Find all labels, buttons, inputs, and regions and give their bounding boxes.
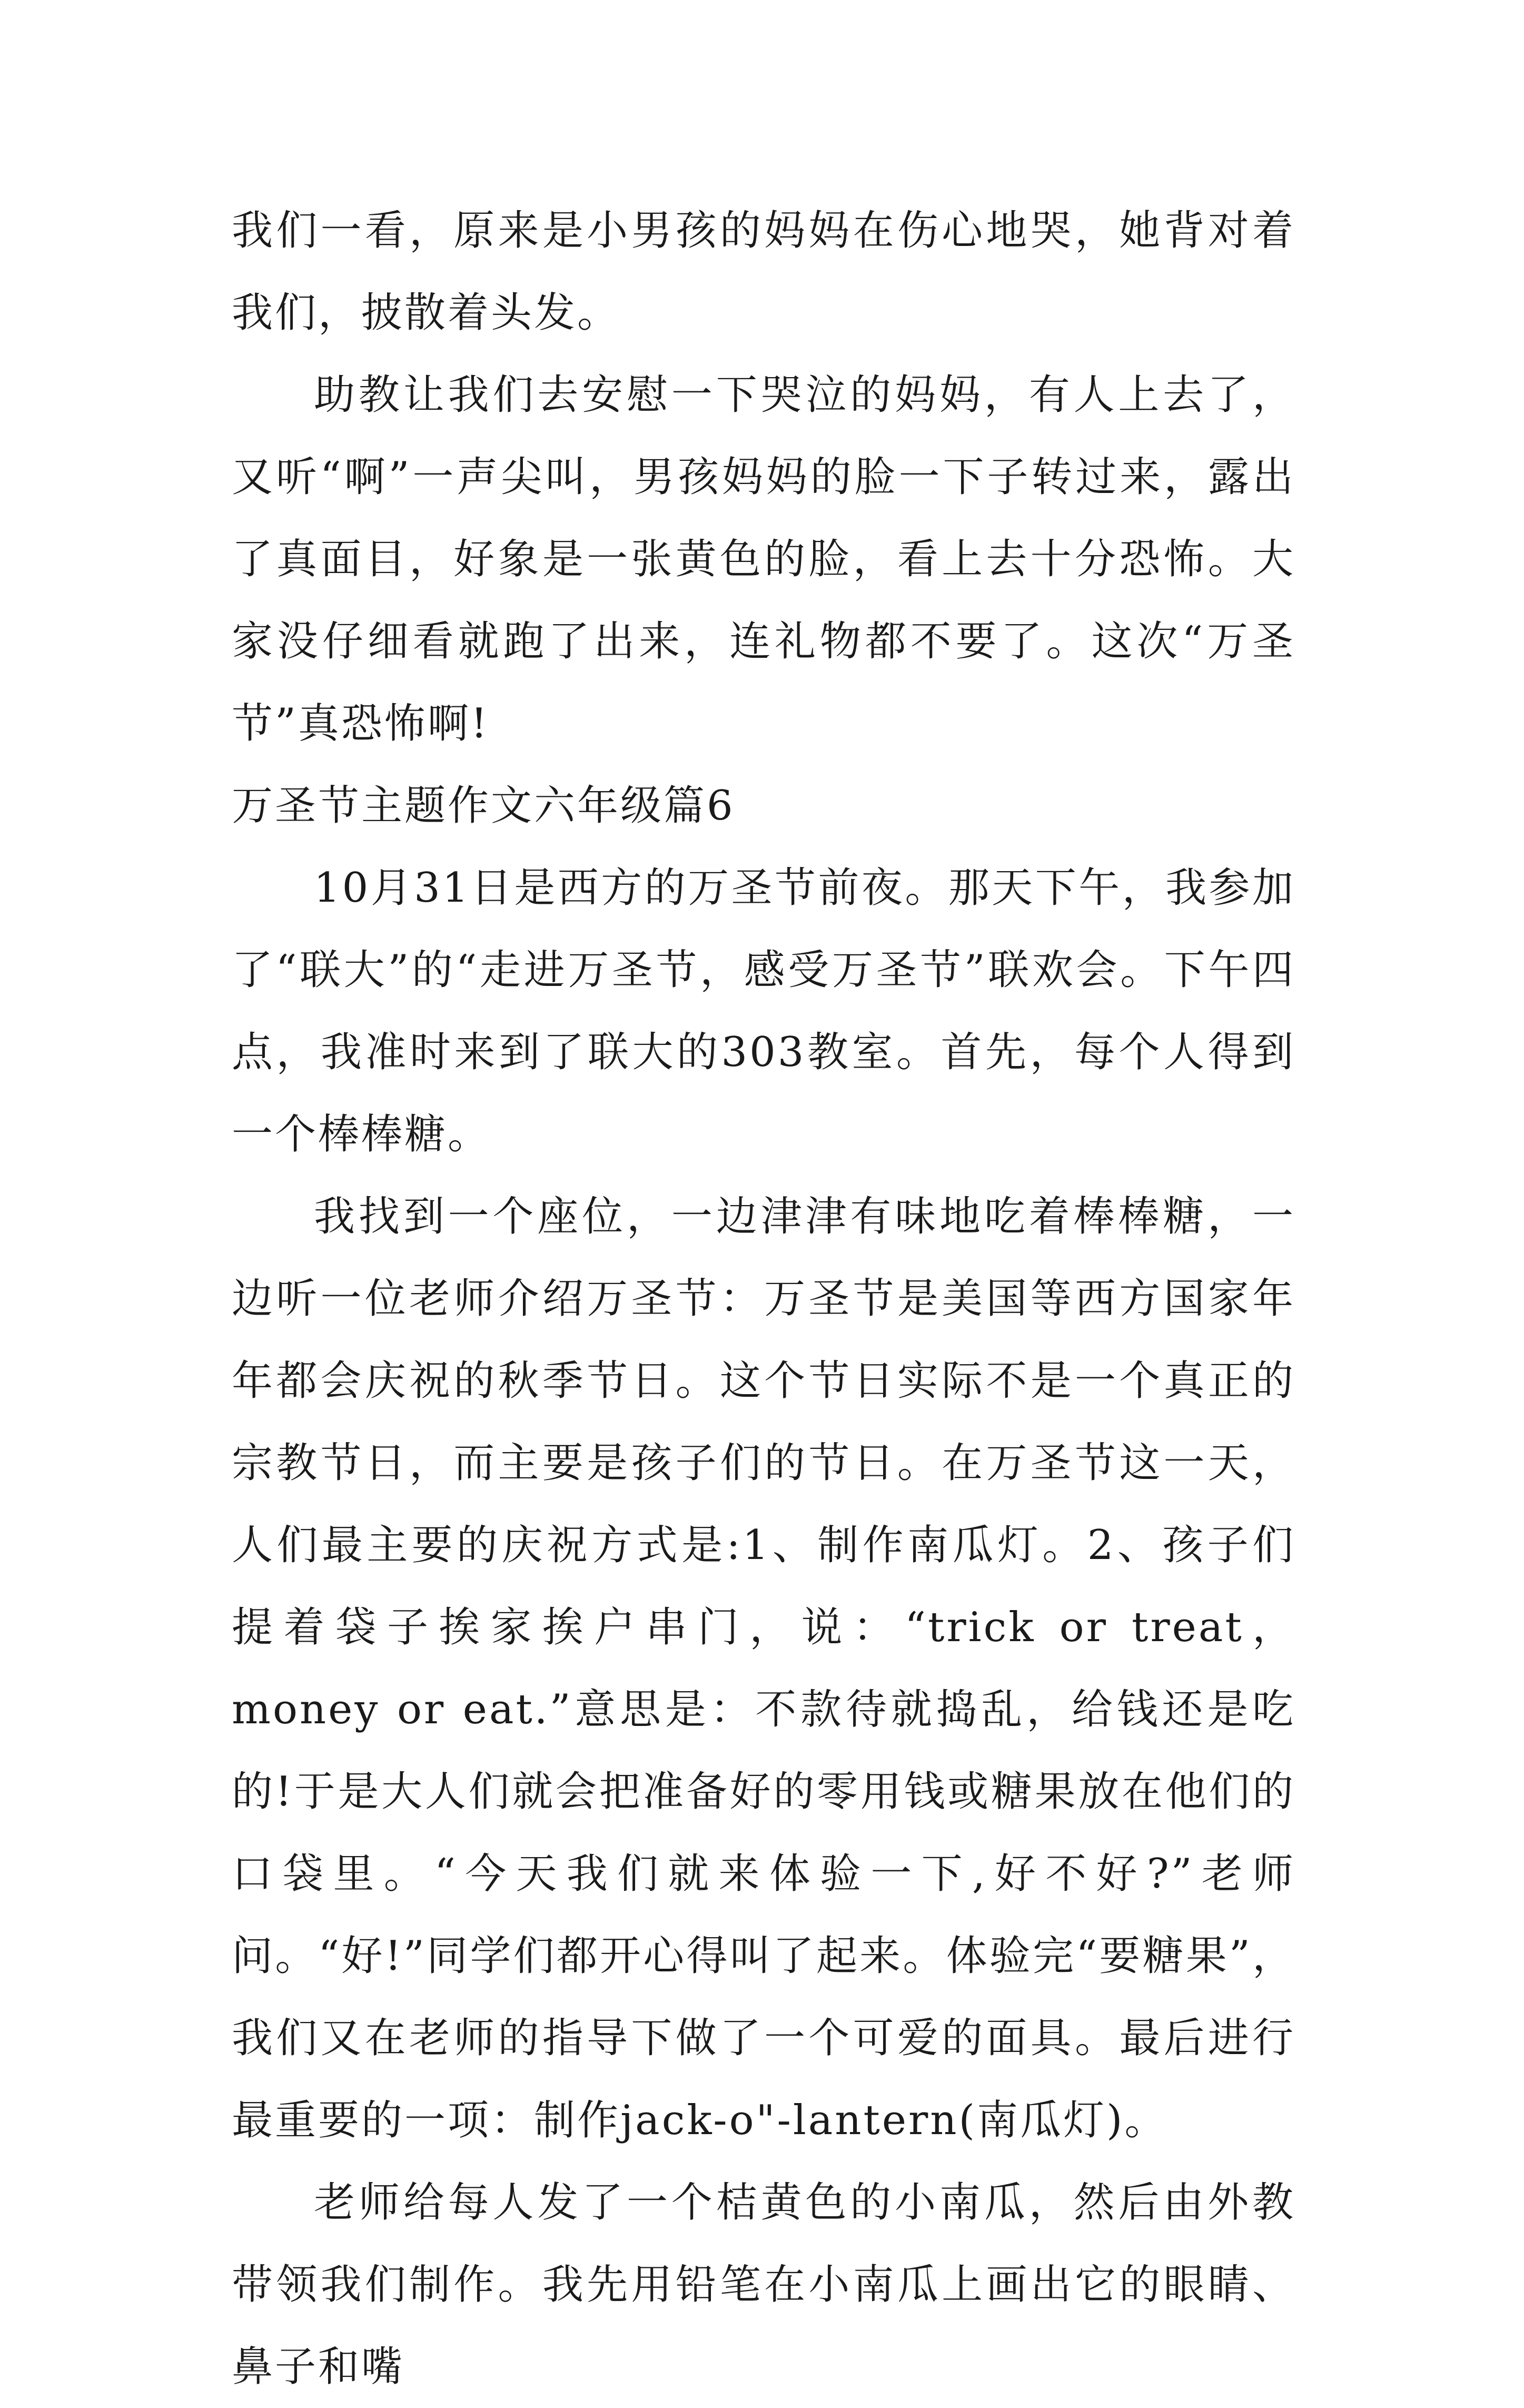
document-body bbox=[232, 190, 1295, 2408]
paragraph: 10月31日是西方的万圣节前夜。那天下午，我参加了“联大”的“走进万圣节，感受万圣节”联欢会。下午四点，我准时来到了联大的303教室。首先，每个人得到一个棒棒糖。 bbox=[232, 864, 1295, 1158]
paragraph: 老师给每人发了一个桔黄色的小南瓜，然后由外教带领我们制作。我先用铅笔在小南瓜上画出它的眼睛、鼻子和嘴 bbox=[232, 2179, 1295, 2391]
paragraph: 助教让我们去安慰一下哭泣的妈妈，有人上去了，又听“啊”一声尖叫，男孩妈妈的脸一下子转过来，露出了真面目，好象是一张黄色的脸，看上去十分恐怖。大家没仔细看就跑了出来，连礼物都不要了。这次“万圣节”真恐怖啊! bbox=[232, 371, 1295, 747]
section-heading: 万圣节主题作文六年级篇6 bbox=[232, 782, 735, 830]
paragraph-continuation: 我们一看，原来是小男孩的妈妈在伤心地哭，她背对着我们，披散着头发。 bbox=[232, 207, 1295, 337]
paragraph: 我找到一个座位，一边津津有味地吃着棒棒糖，一边听一位老师介绍万圣节：万圣节是美国等西方国家年年都会庆祝的秋季节日。这个节日实际不是一个真正的宗教节日，而主要是孩子们的节日。在万圣节这一天，人们最主要的庆祝方式是:1、制作南瓜灯。2、孩子们提着袋子挨家挨户串门，说：“trick or treat，money or eat.”意思是：不款待就捣乱，给钱还是吃的!于是大人们就会把准备好的零用钱或糖果放在他们的口袋里。“今天我们就来体验一下,好不好?”老师问。“好!”同学们都开心得叫了起来。体验完“要糖果”，我们又在老师的指导下做了一个可爱的面具。最后进行最重要的一项：制作jack-o"-lantern(南瓜灯)。 bbox=[232, 1193, 1295, 2144]
